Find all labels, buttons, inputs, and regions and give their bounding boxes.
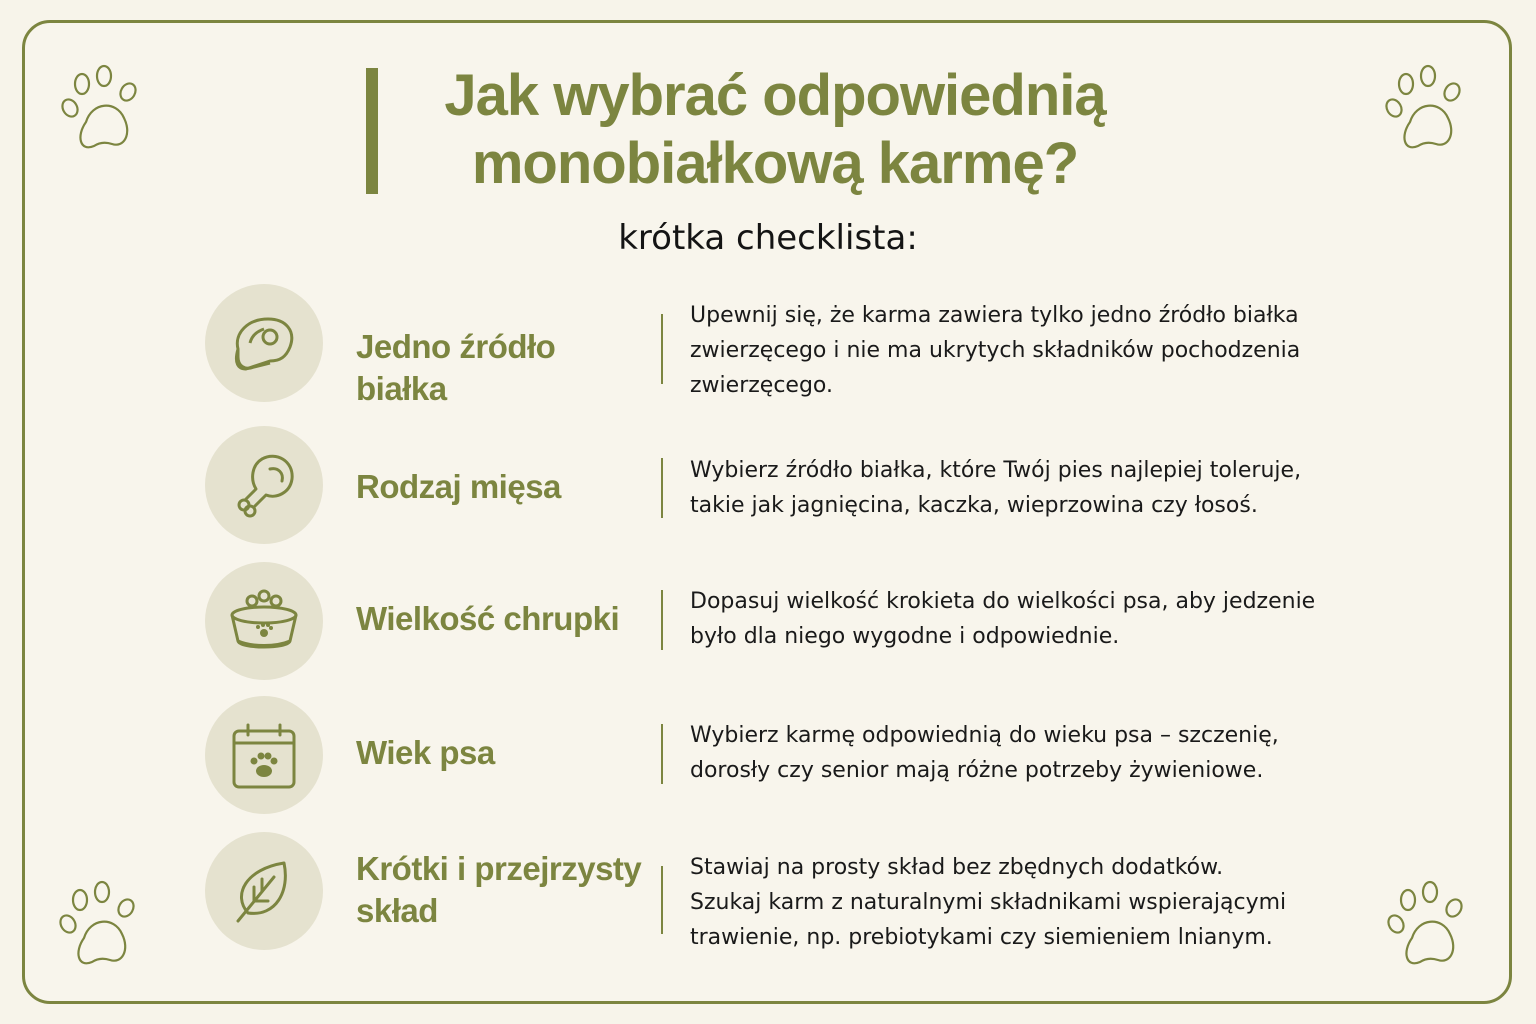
meat-steak-icon: [224, 303, 304, 383]
page-subtitle: krótka checklista:: [618, 218, 918, 258]
divider: [661, 458, 663, 518]
item-description: Dopasuj wielkość krokieta do wielkości psa, aby jedzenie było dla niego wygodne i odpowiednie.: [690, 589, 1316, 649]
divider: [661, 866, 663, 934]
item-description: Wybierz źródło białka, które Twój pies najlepiej toleruje, takie jak jagnięcina, kaczka, wieprzowina czy łosoś.: [690, 458, 1302, 518]
icon-badge: [205, 426, 323, 544]
dog-bowl-icon: [222, 579, 306, 663]
leaf-icon: [224, 851, 304, 931]
divider: [661, 724, 663, 784]
icon-badge: [205, 832, 323, 950]
item-title: Jedno źródło białka: [356, 328, 556, 407]
item-title: Wielkość chrupki: [356, 600, 620, 637]
item-title: Krótki i przejrzysty skład: [356, 850, 642, 929]
page-title: [400, 62, 1150, 198]
item-title: Rodzaj mięsa: [356, 468, 561, 505]
item-description: Upewnij się, że karma zawiera tylko jedno źródło białka zwierzęcego i nie ma ukrytych składników pochodzenia zwierzęcego.: [690, 303, 1301, 398]
divider: [661, 590, 663, 650]
paw-print-icon: [1384, 878, 1480, 974]
icon-badge: [205, 696, 323, 814]
paw-print-icon: [1382, 62, 1478, 158]
item-description: Stawiaj na prosty skład bez zbędnych dodatków. Szukaj karm z naturalnymi składnikami wspierającymi trawienie, np. prebiotykami czy siemieniem lnianym.: [690, 855, 1287, 950]
calendar-paw-icon: [224, 715, 304, 795]
icon-badge: [205, 284, 323, 402]
paw-print-icon: [56, 878, 152, 974]
item-title: Wiek psa: [356, 734, 495, 771]
icon-badge: [205, 562, 323, 680]
title-accent-bar: [366, 68, 378, 194]
divider: [661, 314, 663, 384]
paw-print-icon: [58, 62, 154, 158]
item-description: Wybierz karmę odpowiednią do wieku psa – szczenię, dorosły czy senior mają różne potrzeby żywieniowe.: [690, 723, 1279, 783]
title-line-1: Jak wybrać odpowiednią: [444, 63, 1106, 128]
title-line-2: monobiałkową karmę?: [471, 131, 1079, 196]
chicken-leg-icon: [224, 445, 304, 525]
